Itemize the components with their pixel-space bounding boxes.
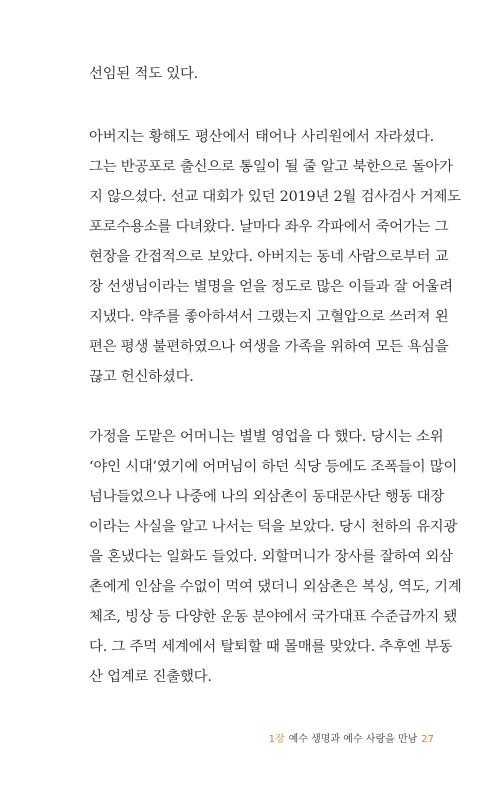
body-line: 촌에게 인삼을 수없이 먹여 댔더니 외삼촌은 복싱, 역도, 기계	[89, 579, 462, 595]
body-line: 지 않으셨다. 선교 대회가 있던 2019년 2월 검사검사 거제도	[89, 189, 461, 205]
body-line: 편은 평생 불편하였으나 여생을 가족을 위하여 모든 욕심을	[89, 339, 449, 355]
body-line: 산 업계로 진출했다.	[89, 669, 212, 685]
body-line: 아버지는 황해도 평산에서 태어나 사리원에서 자라셨다.	[89, 129, 434, 145]
body-line: 끊고 헌신하셨다.	[89, 369, 194, 385]
body-line: 그는 반공포로 출신으로 통일이 될 줄 알고 북한으로 돌아가	[89, 159, 453, 175]
body-line: 선임된 적도 있다.	[89, 66, 199, 82]
page-footer	[269, 733, 434, 747]
body-line: 체조, 빙상 등 다양한 운동 분야에서 국가대표 수준급까지 됐	[89, 609, 458, 625]
chapter-title: 예수 생명과 예수 사랑을 만남	[288, 734, 418, 745]
page-number: 27	[421, 734, 434, 745]
body-line: 장 선생님이라는 별명을 얻을 정도로 많은 이들과 잘 어울려	[89, 279, 453, 295]
body-line: 가정을 도맡은 어머니는 별별 영업을 다 했다. 당시는 소위	[89, 429, 444, 445]
body-line: 넘나들었으나 나중에 나의 외삼촌이 동대문사단 행동 대장	[89, 489, 445, 505]
body-line: 이라는 사실을 알고 나서는 덕을 보았다. 당시 천하의 유지광	[89, 519, 458, 535]
body-line: 을 혼냈다는 일화도 들었다. 외할머니가 장사를 잘하여 외삼	[89, 549, 453, 565]
body-line: 지냈다. 약주를 좋아하셔서 그랬는지 고혈압으로 쓰러져 왼	[89, 309, 449, 325]
chapter-label: 1장	[268, 734, 285, 745]
body-line: 포로수용소를 다녀왔다. 날마다 좌우 각파에서 죽어가는 그	[89, 219, 449, 235]
body-line: ‘야인 시대’였기에 어머님이 하던 식당 등에도 조폭들이 많이	[89, 459, 458, 475]
body-line: 현장을 간접적으로 보았다. 아버지는 동네 사람으로부터 교	[89, 249, 449, 265]
body-line: 다. 그 주먹 세계에서 탈퇴할 때 몰매를 맞았다. 추후엔 부동	[89, 639, 453, 655]
